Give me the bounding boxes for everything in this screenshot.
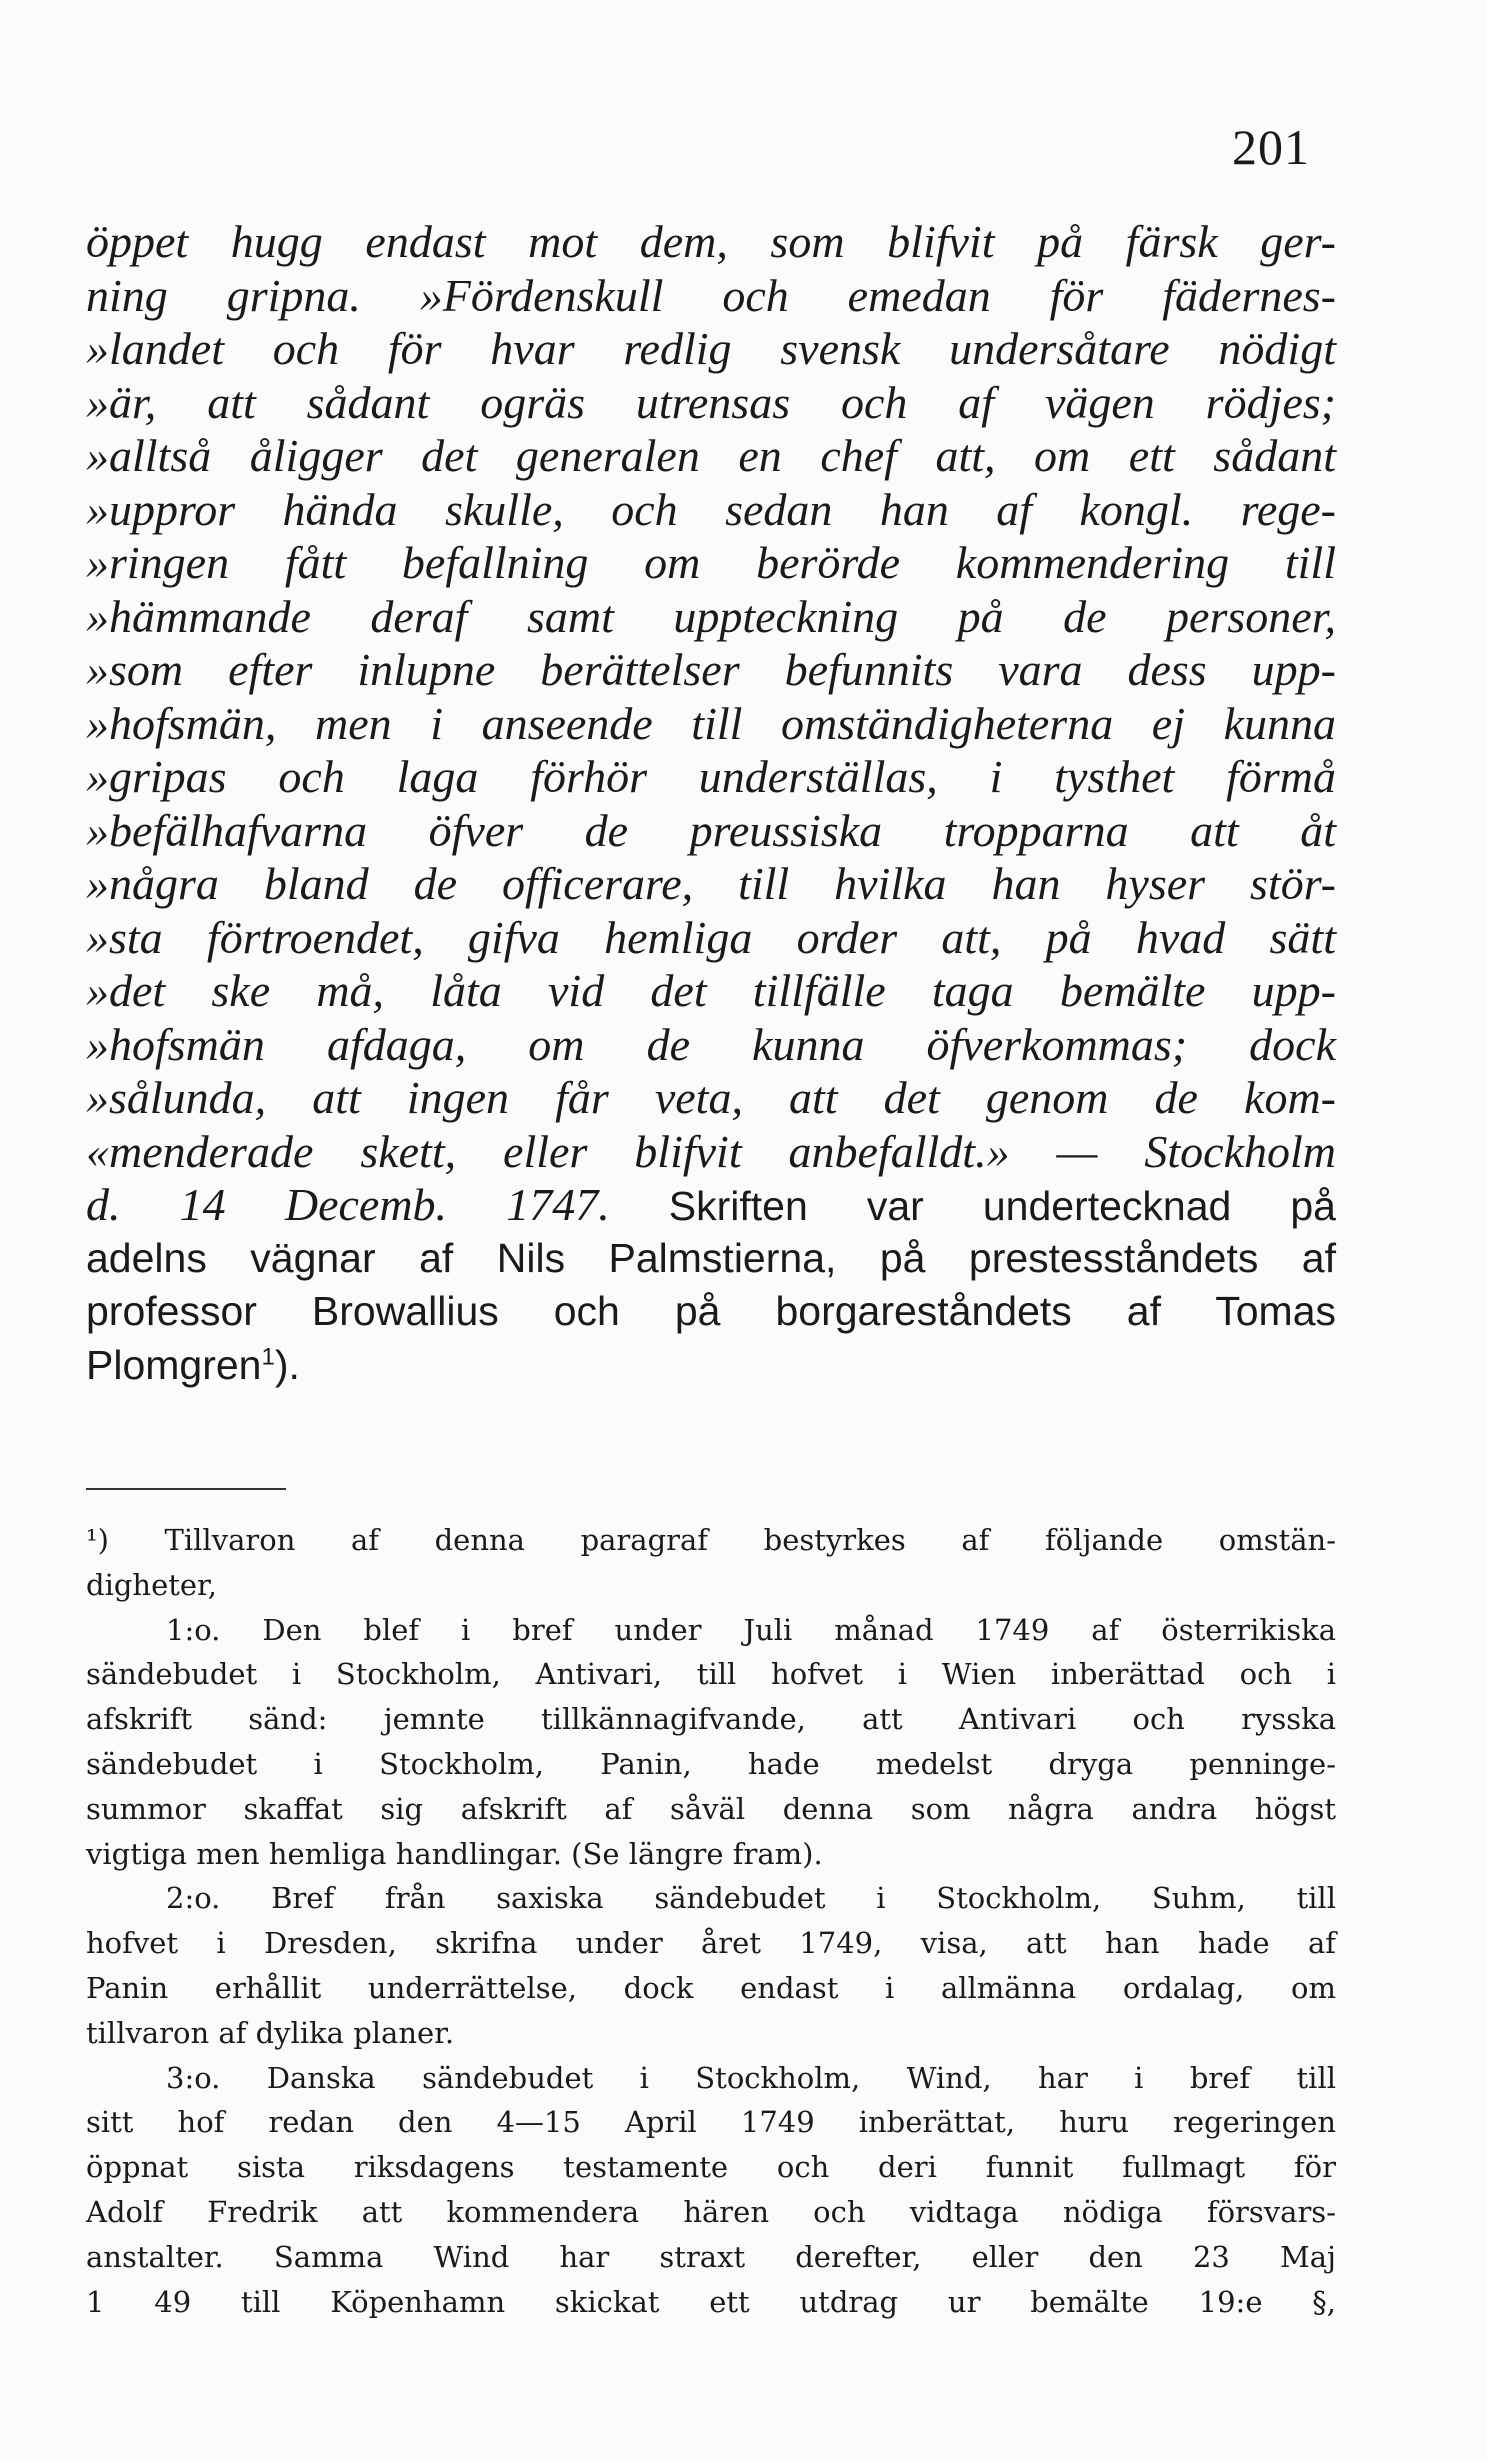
text-line-last <box>86 1339 1336 1393</box>
footnote-line: Panin erhållit underrättelse, dock endast i allmänna ordalag, om <box>86 1970 1336 2005</box>
footnote-line: afskrift sänd: jemnte tillkännagifvande, att Antivari och rysska <box>86 1702 1336 1737</box>
footnote-ref: 1 <box>261 1342 275 1370</box>
date-italic: d. 14 Decemb. 1747. <box>86 1179 610 1230</box>
footnote-line: 3:o. Danska sändebudet i Stockholm, Wind, har i bref till <box>166 2060 1336 2095</box>
footnote-divider <box>86 1488 286 1490</box>
text-line: »alltså åligger det generalen en chef att, om ett sådant <box>86 430 1336 481</box>
text-line-mixed <box>86 1178 1336 1232</box>
text-line: ning gripna. »Fördenskull och emedan för fädernes- <box>86 269 1336 321</box>
text-line: öppet hugg endast mot dem, som blifvit på färsk ger- <box>86 216 1336 267</box>
footnote <box>86 1518 1336 2324</box>
text-line: »landet och för hvar redlig svensk undersåtare nödigt <box>86 323 1336 374</box>
text-line: »sta förtroendet, gifva hemliga order att, på hvad sätt <box>86 911 1336 963</box>
footnote-line: ¹) Tillvaron af denna paragraf bestyrkes af följande omstän- <box>86 1523 1336 1557</box>
page-number: 201 <box>1232 119 1310 175</box>
footnote-line: 1:o. Den blef i bref under Juli månad 1749 af österrikiska <box>166 1612 1336 1647</box>
footnote-line: sändebudet i Stockholm, Panin, hade medelst dryga penninge- <box>86 1746 1336 1781</box>
text-line: »som efter inlupne berättelser befunnits vara dess upp- <box>86 644 1336 695</box>
footnote-line: anstalter. Samma Wind har straxt derefter, eller den 23 Maj <box>86 2239 1336 2274</box>
text-line: »är, att sådant ogräs utrensas och af vägen rödjes; <box>86 376 1336 428</box>
text-line: »ringen fått befallning om berörde kommendering till <box>86 537 1336 588</box>
text-line: »några bland de officerare, till hvilka han hyser stör- <box>86 858 1336 909</box>
text-line: professor Browallius och på borgareståndets af Tomas <box>86 1288 1336 1334</box>
footnote-line: 1 49 till Köpenhamn skickat ett utdrag ur bemälte 19:e §, <box>86 2284 1336 2319</box>
text-line: »uppror hända skulle, och sedan han af kongl. rege- <box>86 483 1336 535</box>
main-text <box>86 215 1336 1392</box>
footnote-line: 2:o. Bref från saxiska sändebudet i Stockholm, Suhm, till <box>166 1881 1336 1916</box>
text-line: adelns vägnar af Nils Palmstierna, på prestesståndets af <box>86 1234 1336 1281</box>
text-line: »det ske må, låta vid det tillfälle taga bemälte upp- <box>86 965 1336 1016</box>
footnote-line: sändebudet i Stockholm, Antivari, till hofvet i Wien inberättad och i <box>86 1657 1336 1692</box>
footnote-line: hofvet i Dresden, skrifna under året 1749, visa, att han hade af <box>86 1926 1336 1961</box>
footnote-line: digheter, <box>86 1567 217 1602</box>
text-line: »sålunda, att ingen får veta, att det genom de kom- <box>86 1072 1336 1123</box>
footnote-line: öppnat sista riksdagens testamente och deri funnit fullmagt för <box>86 2150 1336 2185</box>
text-line: »hofsmän afdaga, om de kunna öfverkommas; dock <box>86 1018 1336 1070</box>
footnote-line: Adolf Fredrik att kommendera hären och vidtaga nödiga försvars- <box>86 2194 1336 2229</box>
text-line: »befälhafvarna öfver de preussiska tropparna att åt <box>86 804 1336 856</box>
text-end: ). <box>274 1341 300 1388</box>
text-line: »hämmande deraf samt uppteckning på de personer, <box>86 590 1336 642</box>
footnote-line: sitt hof redan den 4—15 April 1749 inberättat, huru regeringen <box>86 2105 1336 2140</box>
text-line: »hofsmän, men i anseende till omständigheterna ej kunna <box>86 697 1336 749</box>
text-plomgren: Plomgren <box>86 1341 262 1388</box>
footnote-line: tillvaron af dylika planer. <box>86 2015 455 2050</box>
text-roman: Skriften var undertecknad på <box>609 1183 1336 1229</box>
text-line: »gripas och laga förhör underställas, i tysthet förmå <box>86 751 1336 802</box>
footnote-line: summor skaffat sig afskrift af såväl denna som några andra högst <box>86 1791 1336 1826</box>
footnote-line: vigtiga men hemliga handlingar. (Se längre fram). <box>86 1836 823 1871</box>
text-line: «menderade skett, eller blifvit anbefalldt.» — Stockholm <box>86 1125 1336 1177</box>
